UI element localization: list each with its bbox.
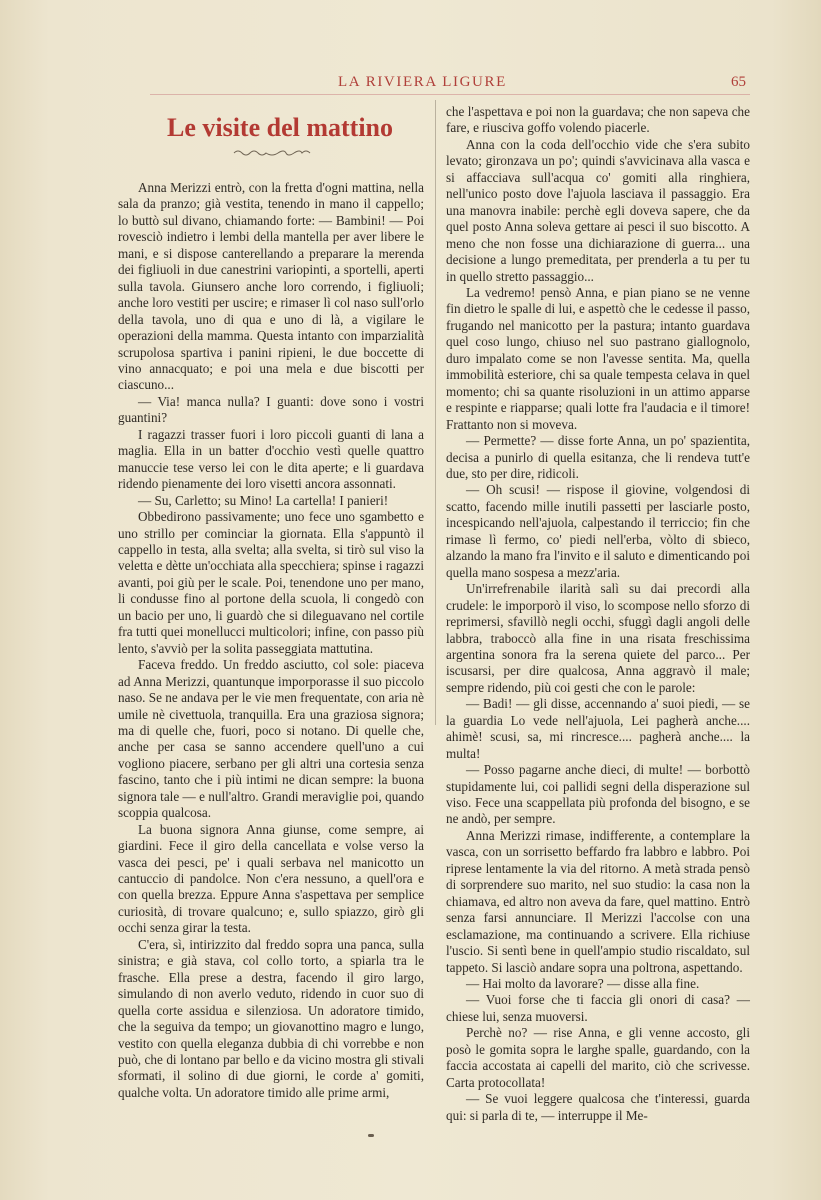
paragraph: — Hai molto da lavorare? — disse alla fine. — [466, 976, 700, 992]
page-number: 65 — [731, 74, 746, 90]
article-title: Le visite del mattino — [166, 113, 394, 142]
paragraph: Anna Merizzi rimase, indifferente, a contemplare la vasca, con un sorrisetto beffardo fra labbro e labbro. Poi riprese lentamente la via del ritorno. A metà strada pensò di sorprendere suo marito, nel suo studio: la casa non la chiamava, ed altro non aveva da fare, quel mattino. Entrò senza farsi annunciare. Il Merizzi l'accolse con una esclamazione, ma continuando a scrivere. Ella richiuse l'uscio. Si sentì bene in quell'ampio studio riscaldato, sul tappeto. Si lasciò andare sopra una poltrona, aspettando. — [446, 827, 750, 975]
left-column — [118, 180, 424, 1101]
paragraph: La vedremo! pensò Anna, e pian piano se ne venne fin dietro le spalle di lui, e aspettò che le cedesse il passo, frugando nel manicotto per la pastura; intanto guardava quel coso lungo, chiuso nel suo pastrano giallognolo, duro impalato come se non l'avesse sentita. Ma, quella immobilità esteriore, chi sa quale tempesta celava in quel momento; chi sa quante risoluzioni in un attimo apparse e respinte e riapparse; quali lotte fra l'audacia e il timore! Frattanto non si moveva. — [446, 284, 750, 432]
running-title: LA RIVIERA LIGURE — [338, 74, 507, 90]
paragraph: Faceva freddo. Un freddo asciutto, col sole: piaceva ad Anna Merizzi, quantunque imporporasse il suo piccolo naso. Se ne andava per le vie men frequentate, con aria nè umile nè civettuola, tranquilla. Era una graziosa signora; ma di quelle che, fuori, poco si notano. Di quelle che, anche per casa se sanno accendere quell'uno a cui vogliono piacere, serbano per gli altri una cortesia senza fascino, tanto che i più intimi ne dican sempre: la buona signora tale — e null'altro. Grandi meraviglie poi, quando scoppia qualcosa. — [118, 657, 424, 821]
paragraph: Anna Merizzi entrò, con la fretta d'ogni mattina, nella sala da pranzo; già vestita, tenendo in mano il cappello; lo buttò sul divano, chiamando forte: — Bambini! — Poi rovesciò indietro i lembi della mantella per aver libere le mani, e si dispose canterellando a preparare la merenda dei figliuoli in due canestrini variopinti, a sportelli, aperti sulla tavola. Giunsero anche loro correndo, i figliuoli; anche loro vestiti per uscire; e rimaser lì col naso sull'orlo della tavola, uno di qua e uno di là, a vigilare le operazioni della mamma. Questa intanto con imparzialità scrupolosa spartiva i panini ripieni, le due boccette di vino annacquato; e poi una mela e due biscotti per ciascuno... — [118, 180, 424, 393]
paragraph: — Badi! — gli disse, accennando a' suoi piedi, — se la guardia Lo vede nell'ajuola, Lei pagherà anche.... ahimè! scusi, sa, mi rincresce.... pagherà anche.... la multa! — [446, 696, 750, 761]
paragraph: Perchè no? — rise Anna, e gli venne accosto, gli posò le gomita sopra le larghe spalle, guardando, con la faccia accostata ai capelli del marito, ciò che scrivesse. Carta protocollata! — [446, 1025, 750, 1090]
paragraph: — Su, Carletto; su Mino! La cartella! I panieri! — [138, 492, 389, 508]
paragraph: Anna con la coda dell'occhio vide che s'era subito levato; gironzava un po'; quindi s'avvicinava alla vasca e si affacciava sull'acqua co' gomiti alla ringhiera, nell'unico posto dove l'ajuola lasciava il passaggio. Era una manovra inabile: perchè egli doveva sapere, che da quel posto Anna soleva gettare ai pesci il suo biscotto. A meno che non fosse una dichiarazione di guerra... una decisione a lungo premeditata, per prenderla a tu per tu in quello stretto passaggio... — [446, 136, 750, 284]
paragraph: La buona signora Anna giunse, come sempre, ai giardini. Fece il giro della cancellata e volse verso la vasca dei pesci, pe' i quali serbava nel manicotto un cantuccio di pandolce. Non c'era nessuno, a quell'ora e con quella brezza. Eppure Anna s'aspettava per semplice curiosità, di trovare qualcuno; e, sullo spiazzo, girò gli occhi senza girar la testa. — [118, 821, 424, 936]
paragraph: Un'irrefrenabile ilarità salì su dai precordi alla crudele: le imporporò il viso, lo scompose nello sforzo di reprimersi, sfavillò negli occhi, sfuggì dagli angoli delle labbra, traboccò alla fine in una risata freschissima argentina sonora fra la serena quiete del parco... Per iscusarsi, per dire qualcosa, Anna aggravò il male; sempre ridendo, più coi gesti che con le parole: — [446, 581, 750, 695]
paragraph: I ragazzi trasser fuori i loro piccoli guanti di lana a maglia. Ella in un batter d'occhio vestì quelle quattro manuccie tese verso lei con le dita aperte; e li guardava ridendo pienamente dei loro visetti ancora assonnati. — [118, 426, 424, 492]
header-rule — [150, 94, 750, 95]
ink-speck — [368, 1134, 374, 1137]
paragraph: — Oh scusi! — rispose il giovine, volgendosi di scatto, facendo mille inutili passetti per lasciarle posto, incespicando nell'ajuola, calpestando il terriccio; fin che rimase lì fermo, co' piedi nell'erba, vòlto di sbieco, alzando la mano fra l'invito e il saluto e dimenticando poi quella mano sospesa a mezz'aria. — [446, 482, 750, 580]
paragraph: — Se vuoi leggere qualcosa che t'interessi, guarda qui: si parla di te, — interruppe il Me- — [446, 1091, 750, 1123]
right-column — [446, 104, 750, 1124]
column-divider — [435, 100, 436, 725]
running-header — [338, 74, 748, 91]
paragraph: — Vuoi forse che ti faccia gli onori di casa? — chiese lui, senza muoversi. — [446, 992, 750, 1024]
paragraph: che l'aspettava e poi non la guardava; che non sapeva che fare, e riusciva goffo volendo piacerle. — [446, 104, 750, 136]
paragraph: — Permette? — disse forte Anna, un po' spazientita, decisa a punirlo di quella esitanza, che li rendeva tutt'e due, sto per dire, ridicoli. — [446, 433, 750, 481]
paragraph: Obbedirono passivamente; uno fece uno sgambetto e uno strillo per cominciar la giornata. Ella s'appuntò il cappello in testa, alla svelta; alla svelta, si tirò sul viso la veletta e dètte un'occhiata alla specchiera; spinse i ragazzi avanti, poi giù per le scale. Poi, tenendone uno per mano, li condusse fino al portone della scuola, li congedò con un bacio per uno, li guardò che si dileguavano nel cortile fra tutti quei monellucci multicolori; infine, con passo più lento, s'avviò per la solita passeggiata mattutina. — [118, 509, 424, 656]
paragraph: — Via! manca nulla? I guanti: dove sono i vostri guantini? — [118, 393, 424, 426]
paragraph: C'era, sì, intirizzito dal freddo sopra una panca, sulla sinistra; e già stava, col collo torto, a spiarla tra le frasche. Ella prese a destra, facendo il giro largo, simulando di non averlo veduto, ridendo in cuor suo di quella corte assidua e silenziosa. Un adoratore timido, che la seguiva da tempo; un giovanottino magro e lungo, vestito con quella eleganza dubbia di chi vorrebbe e non può, che di lontano par bello e da vicino mostra gli stivali sformati, il solino di due giorni, le corde a' gomiti, qualche volta. Un adoratore timido alle prime armi, — [118, 936, 424, 1100]
paragraph: — Posso pagarne anche dieci, di multe! — borbottò stupidamente lui, coi pallidi segni della disperazione sul viso. Fece una scappellata più profonda del bisogno, e se ne andò, per sempre. — [446, 762, 750, 827]
title-ornament — [232, 147, 312, 159]
